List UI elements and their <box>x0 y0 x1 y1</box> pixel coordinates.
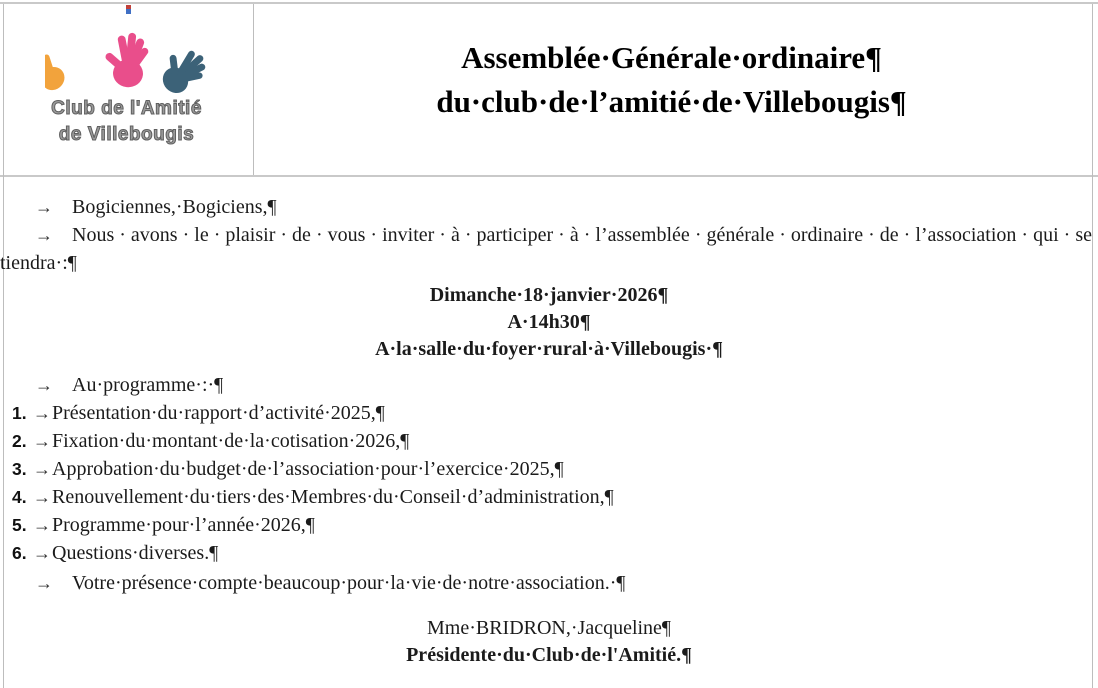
agenda-item-3[interactable] <box>0 455 1098 483</box>
club-logo-line2: de Villebougis <box>58 124 195 145</box>
agenda-number: 1. <box>12 403 27 423</box>
agenda-number: 2. <box>12 431 27 451</box>
intro-line2-text: tiendra·:¶ <box>0 252 77 274</box>
tab-mark-icon: → <box>33 487 51 507</box>
programme-label-text: Au·programme·:·¶ <box>72 374 224 396</box>
agenda-item-5[interactable] <box>0 511 1098 539</box>
closing-text: Votre·présence·compte·beaucoup·pour·la·vie·de·notre·association.·¶ <box>72 572 626 594</box>
event-details[interactable] <box>0 282 1098 363</box>
event-date: Dimanche·18·janvier·2026¶ <box>429 284 669 306</box>
document-title[interactable] <box>253 36 1090 124</box>
agenda-text: Approbation·du·budget·de·l’association·pour·l’exercice·2025,¶ <box>52 458 564 480</box>
paragraph-intro-line2[interactable] <box>0 249 1098 277</box>
hand-left-icon <box>45 45 72 96</box>
agenda-item-4[interactable] <box>0 483 1098 511</box>
agenda-item-6[interactable] <box>0 539 1098 567</box>
tab-mark-icon: → <box>33 543 51 563</box>
title-line2: du·club·de·l’amitié·de·Villebougis¶ <box>436 84 907 119</box>
agenda-item-2[interactable] <box>0 427 1098 455</box>
intro-line1-text: Nous · avons · le · plaisir · de · vous · inviter · à · participer · à · l’assemblée · générale · ordinaire · de · l’association · qui · se <box>72 224 1092 246</box>
hand-middle-icon <box>101 30 151 89</box>
header-bottom-border <box>0 175 1098 177</box>
paragraph-programme-label[interactable] <box>0 371 1098 399</box>
tab-mark-icon: → <box>33 515 51 535</box>
signature-name-text: Mme·BRIDRON,·Jacqueline¶ <box>426 617 671 639</box>
agenda-number: 3. <box>12 459 27 479</box>
tab-mark-icon: → <box>35 375 53 395</box>
signature-title-text: Présidente·du·Club·de·l'Amitié.¶ <box>406 644 692 666</box>
signature-name[interactable] <box>0 614 1098 642</box>
paragraph-closing[interactable] <box>0 569 1098 597</box>
agenda-text: Questions·diverses.¶ <box>52 542 219 564</box>
agenda-text: Programme·pour·l’année·2026,¶ <box>52 514 315 536</box>
agenda-number: 4. <box>12 487 27 507</box>
agenda-text: Présentation·du·rapport·d’activité·2025,¶ <box>52 402 385 424</box>
tab-mark-icon: → <box>33 459 51 479</box>
signature-title[interactable] <box>0 641 1098 669</box>
event-time: A·14h30¶ <box>507 311 591 333</box>
agenda-number: 6. <box>12 543 27 563</box>
title-line1: Assemblée·Générale·ordinaire¶ <box>461 40 882 75</box>
hand-right-icon <box>151 39 213 96</box>
tab-mark-icon: → <box>35 197 53 217</box>
tab-mark-icon: → <box>35 225 53 245</box>
club-logo-hands-icon <box>45 26 213 96</box>
club-logo-text <box>0 96 253 148</box>
event-place: A·la·salle·du·foyer·rural·à·Villebougis·¶ <box>375 338 723 360</box>
tab-mark-icon: → <box>33 431 51 451</box>
table-border-top <box>0 2 1098 4</box>
paragraph-salutation[interactable] <box>0 193 1098 221</box>
agenda-text: Fixation·du·montant·de·la·cotisation·2026,¶ <box>52 430 410 452</box>
salutation-text: Bogiciennes,·Bogiciens,¶ <box>72 196 277 218</box>
tab-mark-icon: → <box>35 573 53 593</box>
agenda-item-1[interactable] <box>0 399 1098 427</box>
club-logo-line1: Club de l'Amitié <box>51 98 202 119</box>
object-anchor-icon <box>126 5 131 14</box>
agenda-text: Renouvellement·du·tiers·des·Membres·du·Conseil·d’administration,¶ <box>52 486 614 508</box>
paragraph-intro-line1[interactable] <box>0 221 1092 250</box>
agenda-number: 5. <box>12 515 27 535</box>
tab-mark-icon: → <box>33 403 51 423</box>
